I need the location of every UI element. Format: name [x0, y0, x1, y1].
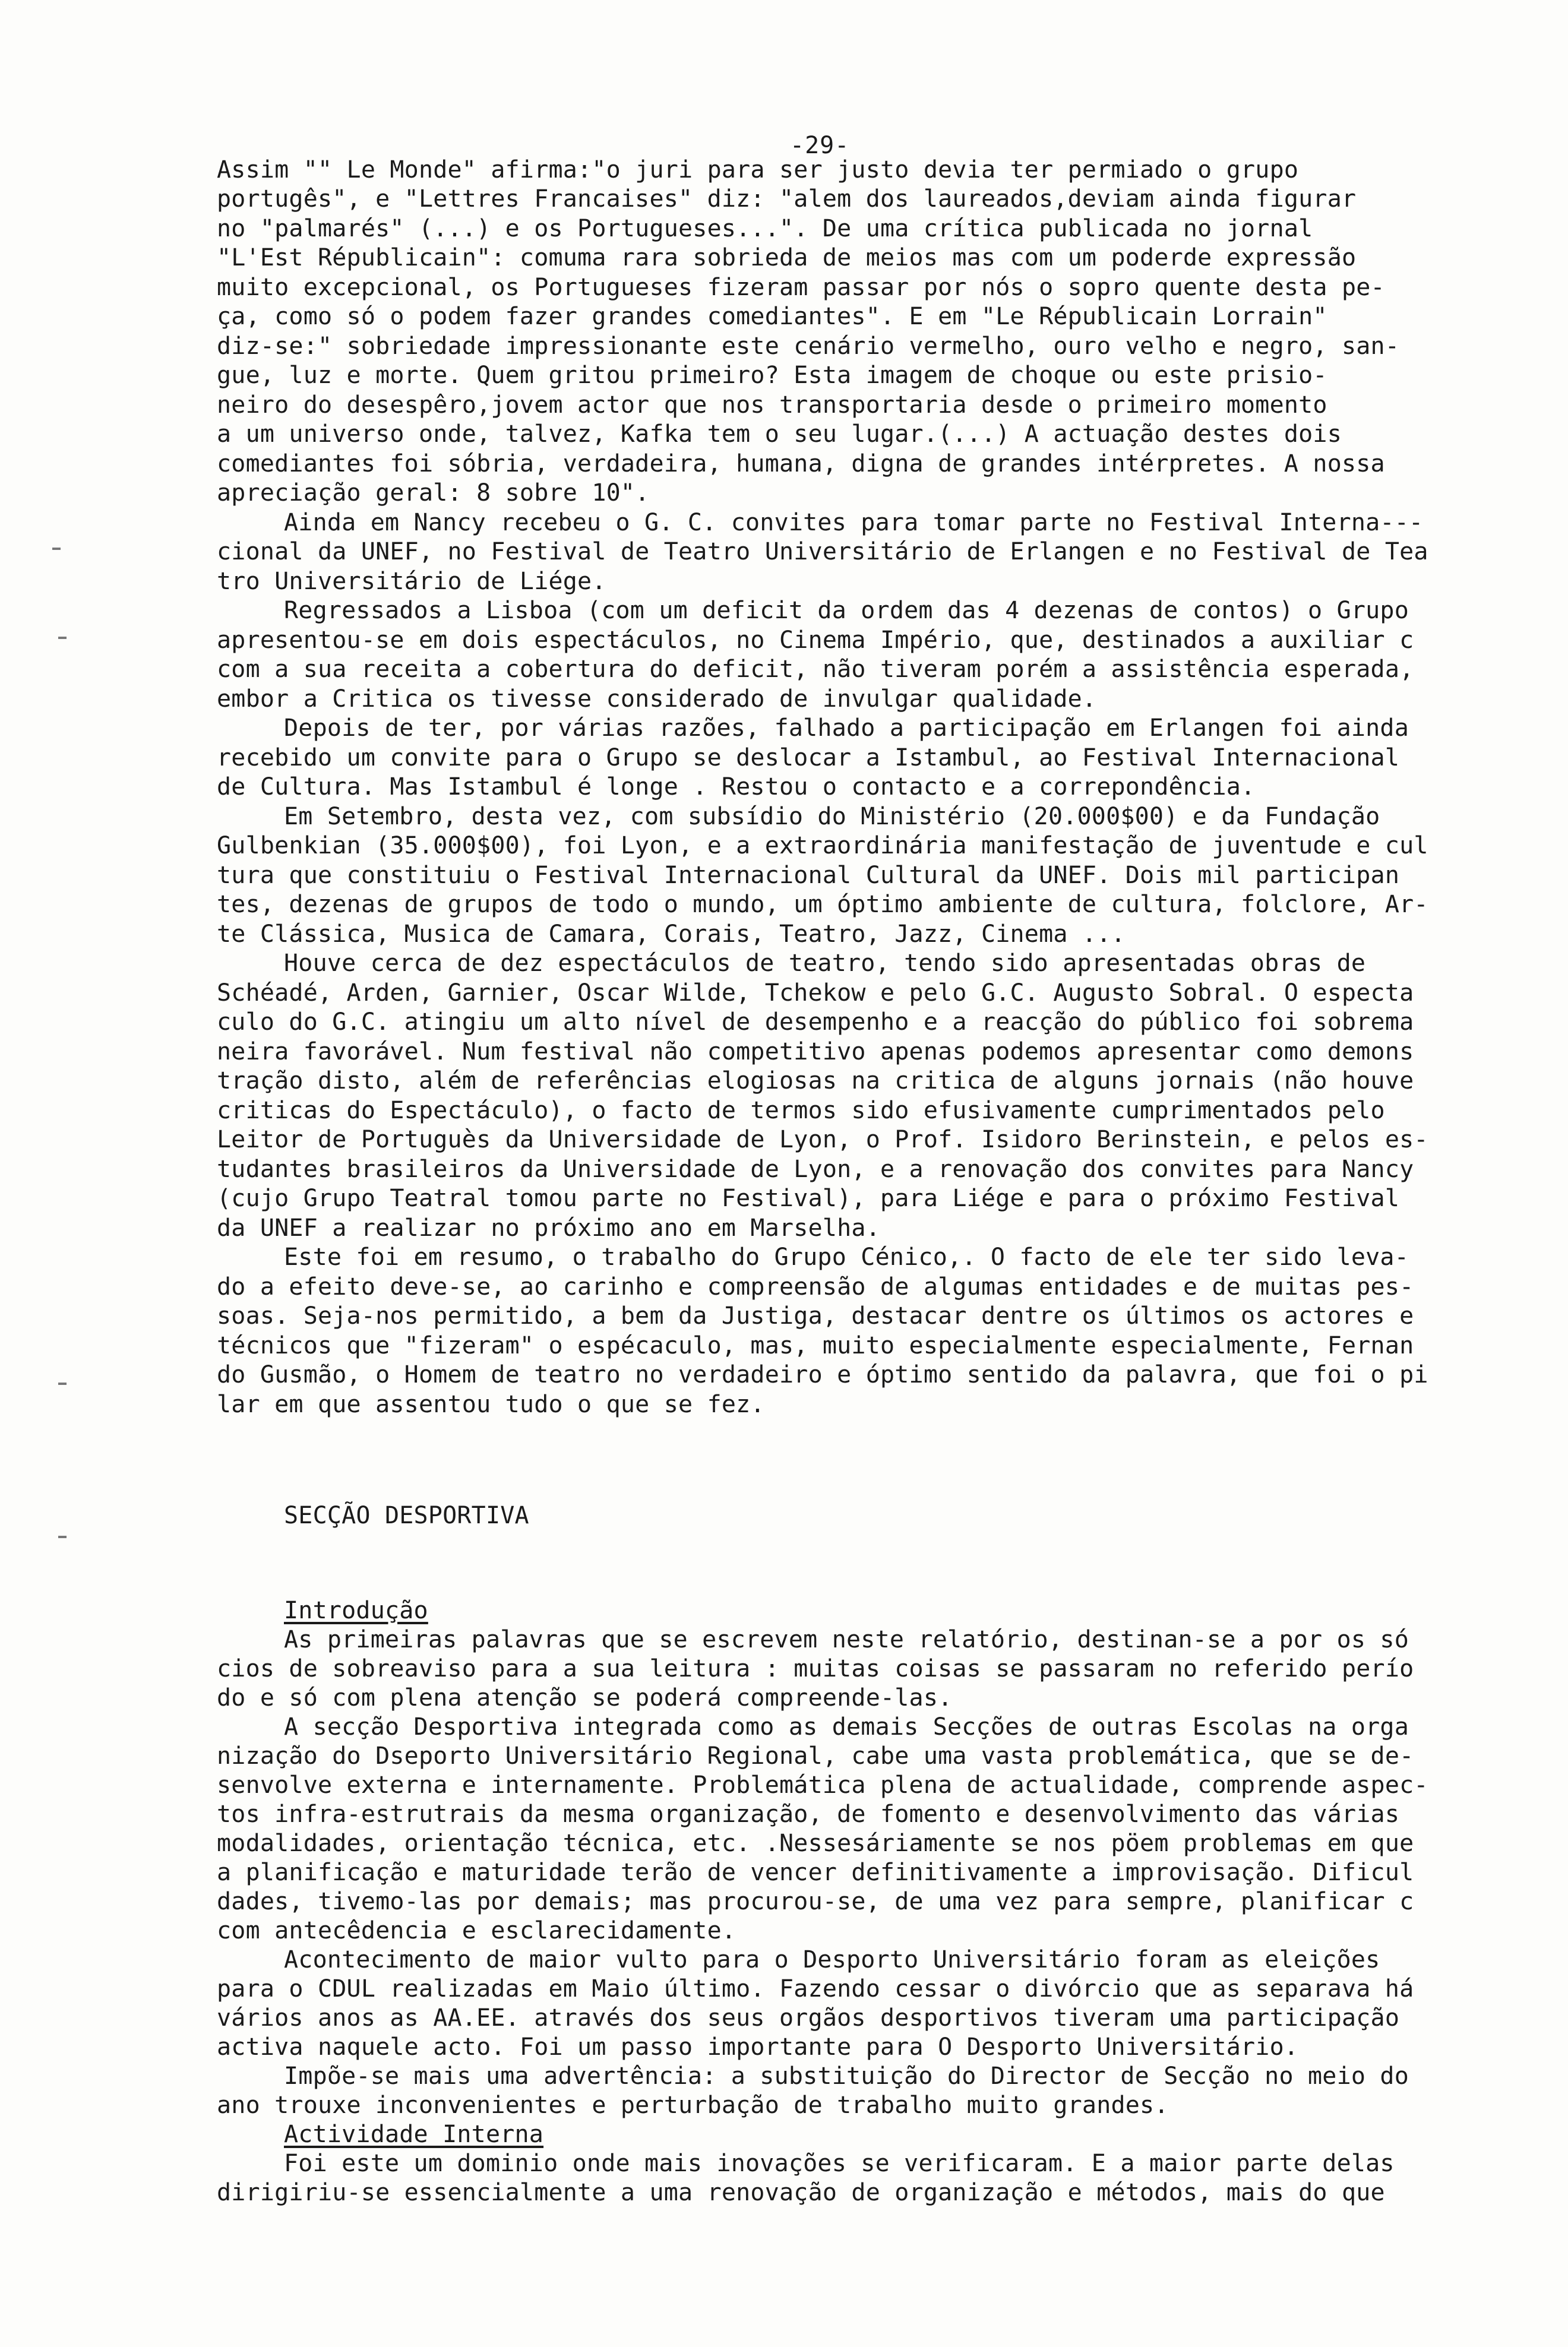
text-line: com antecêdencia e esclarecidamente. — [217, 1917, 736, 1944]
text-line: tudantes brasileiros da Universidade de Lyon, e a renovação dos convites para Nancy — [217, 1156, 1414, 1183]
subheading: Actividade Interna — [284, 2121, 544, 2148]
text-line: te Clássica, Musica de Camara, Corais, Teatro, Jazz, Cinema ... — [217, 921, 1126, 948]
text-line: vários anos as AA.EE. através dos seus orgãos desportivos tiveram uma participação — [217, 2004, 1400, 2032]
text-line: gue, luz e morte. Quem gritou primeiro? Esta imagem de choque ou este prisio- — [217, 362, 1327, 389]
text-line: de Cultura. Mas Istambul é longe . Restou o contacto e a correpondência. — [217, 773, 1256, 801]
text-line: do e só com plena atenção se poderá compreende-las. — [217, 1684, 953, 1712]
text-line: do Gusmão, o Homem de teatro no verdadeiro e óptimo sentido da palavra, que foi o pi — [217, 1361, 1428, 1388]
text-line: tos infra-estrutrais da mesma organização, de fomento e desenvolvimento das várias — [217, 1801, 1400, 1828]
text-line: tura que constituiu o Festival Internacional Cultural da UNEF. Dois mil participan — [217, 862, 1400, 889]
text-line: apreciação geral: 8 sobre 10". — [217, 479, 650, 507]
text-line: nização do Dseporto Universitário Regional, cabe uma vasta problemática, que se de- — [217, 1742, 1414, 1770]
text-line: dirigiriu-se essencialmente a uma renovação de organização e métodos, mais do que — [217, 2179, 1385, 2206]
text-line: soas. Seja-nos permitido, a bem da Justiga, destacar dentre os últimos os actores e — [217, 1302, 1414, 1330]
text-line: técnicos que "fizeram" o espécaculo, mas, muito especialmente especialmente, Fernan — [217, 1332, 1414, 1359]
text-line: As primeiras palavras que se escrevem neste relatório, destinan-se a por os só — [284, 1626, 1409, 1653]
text-line: Ainda em Nancy recebeu o G. C. convites para tomar parte no Festival Interna--- — [284, 509, 1424, 536]
text-line: criticas do Espectáculo), o facto de termos sido efusivamente cumprimentados pelo — [217, 1097, 1385, 1124]
text-line: neiro do desespêro,jovem actor que nos transportaria desde o primeiro momento — [217, 391, 1327, 419]
text-line: (cujo Grupo Teatral tomou parte no Festival), para Liége e para o próximo Festival — [217, 1185, 1400, 1212]
text-line: no "palmarés" (...) e os Portugueses...". De uma crítica publicada no jornal — [217, 215, 1313, 242]
text-line: ano trouxe inconvenientes e perturbação de trabalho muito grandes. — [217, 2092, 1169, 2119]
text-line: Foi este um dominio onde mais inovações se verificaram. E a maior parte delas — [284, 2150, 1395, 2177]
text-line: Regressados a Lisboa (com um deficit da ordem das 4 dezenas de contos) o Grupo — [284, 597, 1409, 624]
section-heading: SECÇÃO DESPORTIVA — [284, 1502, 529, 1529]
text-line: Assim "" Le Monde" afirma:"o juri para ser justo devia ter permiado o grupo — [217, 156, 1299, 184]
text-line: Depois de ter, por várias razões, falhado a participação em Erlangen foi ainda — [284, 714, 1409, 742]
text-line: ça, como só o podem fazer grandes comediantes". E em "Le Républicain Lorrain" — [217, 303, 1327, 330]
text-line: da UNEF a realizar no próximo ano em Marselha. — [217, 1214, 880, 1242]
text-line: culo do G.C. atingiu um alto nível de desempenho e a reacção do público foi sobrema — [217, 1008, 1414, 1036]
text-line: comediantes foi sóbria, verdadeira, humana, digna de grandes intérpretes. A nossa — [217, 450, 1385, 477]
text-line: a um universo onde, talvez, Kafka tem o seu lugar.(...) A actuação destes dois — [217, 420, 1342, 448]
text-line: apresentou-se em dois espectáculos, no Cinema Império, que, destinados a auxiliar c — [217, 627, 1414, 654]
text-line: senvolve externa e internamente. Problemática plena de actualidade, comprende aspec- — [217, 1772, 1428, 1799]
text-line: cios de sobreaviso para a sua leitura : muitas coisas se passaram no referido perío — [217, 1655, 1414, 1682]
text-line: modalidades, orientação técnica, etc. .Nessesáriamente se nos pöem problemas em que — [217, 1830, 1414, 1857]
text-line: lar em que assentou tudo o que se fez. — [217, 1391, 765, 1418]
text-line: para o CDUL realizadas em Maio último. Fazendo cessar o divórcio que as separava há — [217, 1975, 1414, 2003]
text-line: Este foi em resumo, o trabalho do Grupo Cénico,. O facto de ele ter sido leva- — [284, 1244, 1409, 1271]
margin-mark — [58, 1536, 67, 1538]
text-line: A secção Desportiva integrada como as demais Secções de outras Escolas na orga — [284, 1713, 1409, 1741]
text-line: recebido um convite para o Grupo se deslocar a Istambul, ao Festival Internacional — [217, 744, 1400, 771]
text-line: diz-se:" sobriedade impressionante este cenário vermelho, ouro velho e negro, san- — [217, 333, 1400, 360]
page-number: -29- — [790, 132, 850, 159]
text-line: "L'Est Républicain": comuma rara sobrieda de meios mas com um poderde expressão — [217, 244, 1357, 271]
text-line: tração disto, além de referências elogiosas na critica de alguns jornais (não houve — [217, 1067, 1414, 1095]
text-line: Gulbenkian (35.000$00), foi Lyon, e a extraordinária manifestação de juventude e cul — [217, 832, 1428, 859]
text-line: Houve cerca de dez espectáculos de teatro, tendo sido apresentadas obras de — [284, 950, 1366, 977]
text-line: activa naquele acto. Foi um passo importante para O Desporto Universitário. — [217, 2033, 1299, 2061]
margin-mark — [58, 637, 67, 639]
text-line: Acontecimento de maior vulto para o Desporto Universitário foram as eleições — [284, 1946, 1380, 1973]
text-line: neira favorável. Num festival não competitivo apenas podemos apresentar como demons — [217, 1038, 1414, 1065]
text-line: a planificação e maturidade terão de vencer definitivamente a improvisação. Dificul — [217, 1859, 1414, 1886]
text-line: Impõe-se mais uma advertência: a substituição do Director de Secção no meio do — [284, 2063, 1409, 2090]
text-line: com a sua receita a cobertura do deficit, não tiveram porém a assistência esperada, — [217, 656, 1414, 683]
text-line: cional da UNEF, no Festival de Teatro Universitário de Erlangen e no Festival de Tea — [217, 538, 1428, 565]
text-line: tes, dezenas de grupos de todo o mundo, um óptimo ambiente de cultura, folclore, Ar- — [217, 891, 1428, 918]
subheading: Introdução — [284, 1597, 428, 1624]
text-line: portugês", e "Lettres Francaises" diz: "alem dos laureados,deviam ainda figurar — [217, 185, 1357, 213]
margin-mark — [52, 548, 61, 550]
text-line: muito excepcional, os Portugueses fizeram passar por nós o sopro quente desta pe- — [217, 274, 1385, 301]
text-line: Schéadé, Arden, Garnier, Oscar Wilde, Tchekow e pelo G.C. Augusto Sobral. O especta — [217, 979, 1414, 1007]
text-line: embor a Critica os tivesse considerado de invulgar qualidade. — [217, 685, 1097, 713]
text-line: Em Setembro, desta vez, com subsídio do Ministério (20.000$00) e da Fundação — [284, 803, 1380, 830]
text-line: dades, tivemo-las por demais; mas procurou-se, de uma vez para sempre, planificar c — [217, 1888, 1414, 1915]
text-line: do a efeito deve-se, ao carinho e compreensão de algumas entidades e de muitas pes- — [217, 1273, 1414, 1301]
text-line: tro Universitário de Liége. — [217, 568, 606, 595]
text-line: Leitor de Portuguès da Universidade de Lyon, o Prof. Isidoro Berinstein, e pelos es- — [217, 1126, 1428, 1153]
margin-mark — [58, 1383, 67, 1385]
